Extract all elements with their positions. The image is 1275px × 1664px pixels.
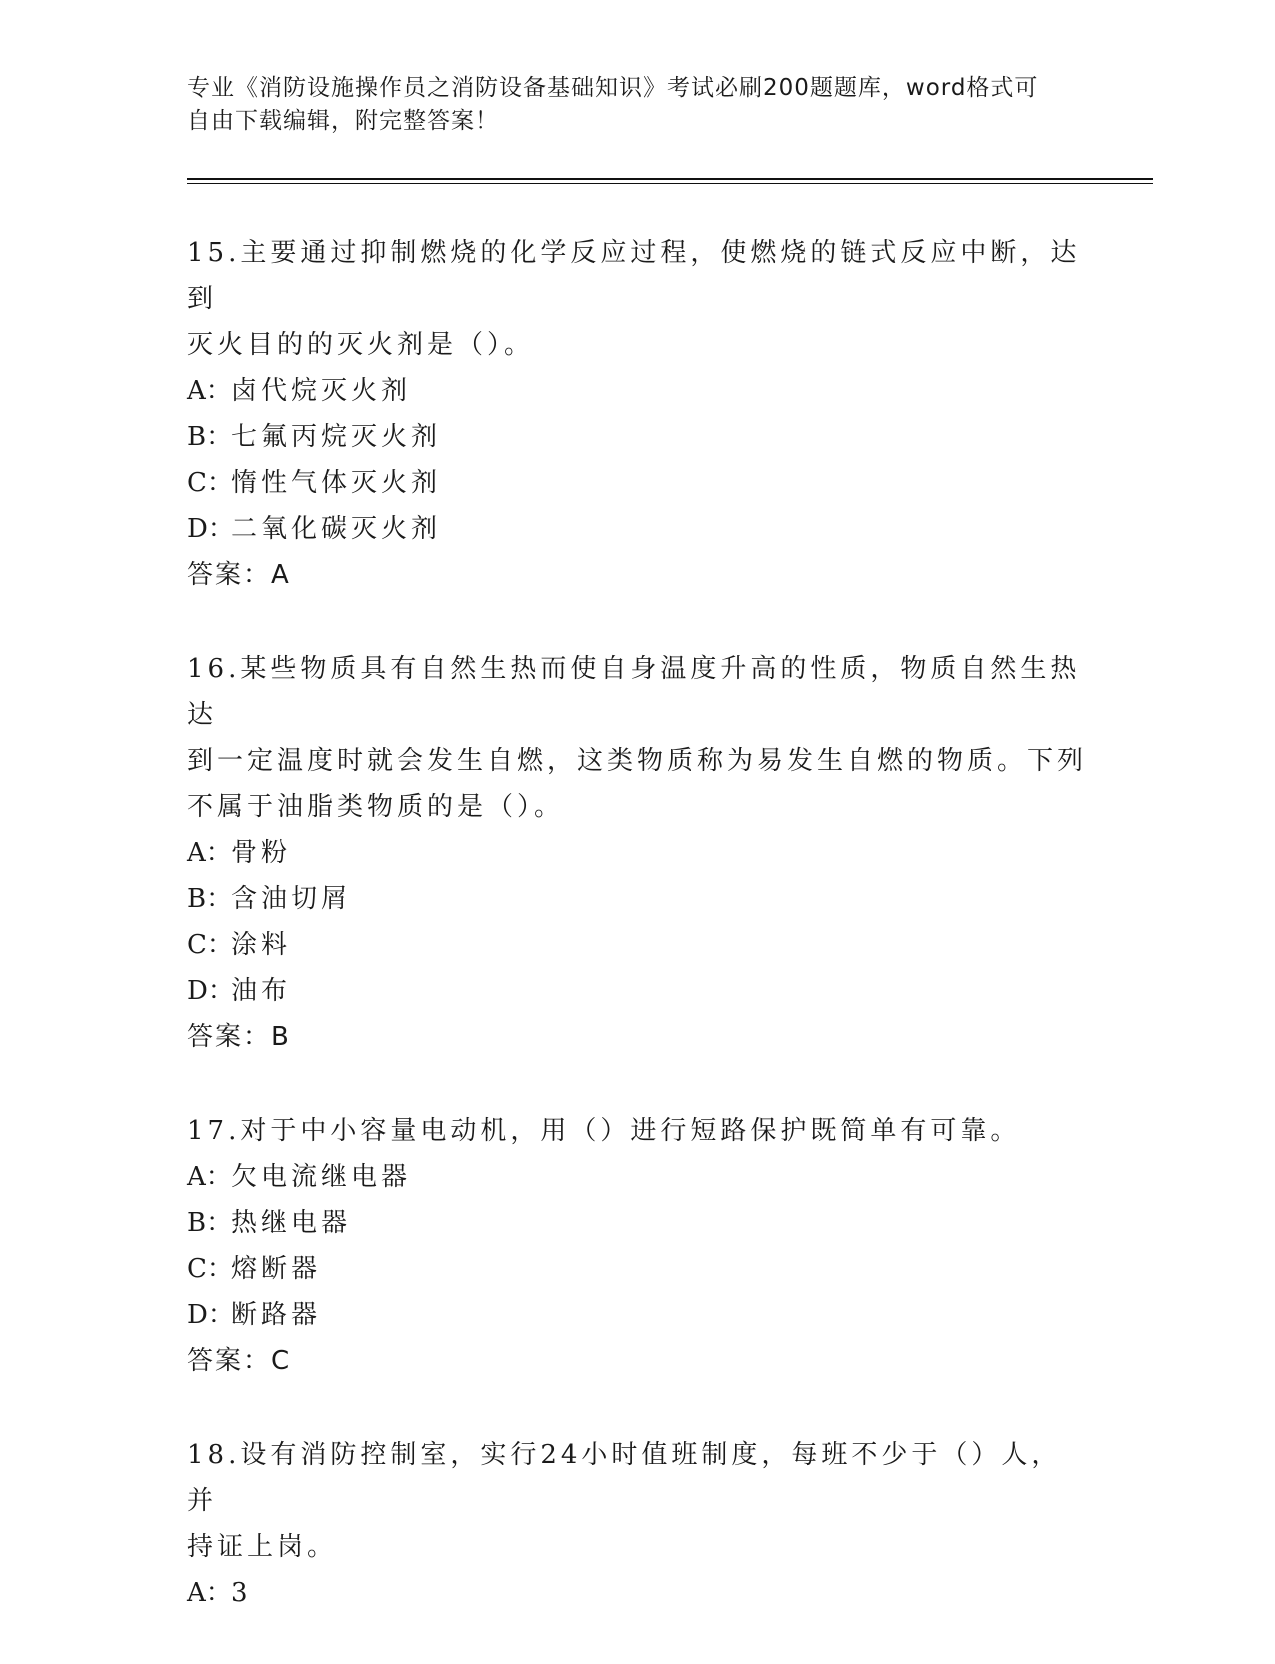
option-letter: B： (187, 422, 233, 452)
document-header (187, 72, 1087, 138)
option-text: 惰性气体灭火剂 (231, 468, 442, 498)
option-letter: D： (187, 976, 234, 1006)
header-divider-thin (187, 183, 1153, 184)
option-letter: B： (187, 1208, 233, 1238)
option-b (187, 876, 1087, 922)
option-d (187, 506, 1087, 552)
option-text: 欠电流继电器 (231, 1162, 412, 1192)
stem-line: 17.对于中小容量电动机，用（）进行短路保护既简单有可靠。 (187, 1116, 1021, 1146)
answer-line: 答案：C (187, 1346, 292, 1376)
option-text: 3 (231, 1578, 252, 1608)
option-d (187, 968, 1087, 1014)
option-text: 断路器 (231, 1300, 322, 1330)
stem-line: 18.设有消防控制室，实行24小时值班制度，每班不少于（）人，并 (187, 1440, 1062, 1516)
stem-line: 到一定温度时就会发生自燃，这类物质称为易发生自燃的物质。下列 (187, 746, 1088, 776)
option-letter: C： (187, 930, 233, 960)
option-letter: D： (187, 514, 234, 544)
option-letter: A： (187, 1578, 232, 1608)
answer-line: 答案：A (187, 560, 291, 590)
stem-line: 持证上岗。 (187, 1532, 338, 1562)
option-c (187, 922, 1087, 968)
option-letter: A： (187, 376, 232, 406)
question-17 (187, 1108, 1087, 1384)
option-a (187, 1570, 1087, 1616)
option-letter: A： (187, 1162, 232, 1192)
stem-line: 不属于油脂类物质的是（）。 (187, 792, 565, 822)
option-letter: A： (187, 838, 232, 868)
answer-line: 答案：B (187, 1022, 291, 1052)
option-a (187, 368, 1087, 414)
option-text: 涂料 (231, 930, 292, 960)
option-b (187, 1200, 1087, 1246)
question-15 (187, 230, 1087, 598)
header-line-2: 自由下载编辑，附完整答案！ (187, 108, 499, 134)
option-text: 二氧化碳灭火剂 (231, 514, 442, 544)
stem-line: 15.主要通过抑制燃烧的化学反应过程，使燃烧的链式反应中断，达到 (187, 238, 1081, 314)
header-line-1: 专业《消防设施操作员之消防设备基础知识》考试必刷200题题库，word格式可 (187, 75, 1039, 101)
option-c (187, 460, 1087, 506)
option-a (187, 830, 1087, 876)
option-letter: C： (187, 1254, 233, 1284)
option-text: 热继电器 (231, 1208, 352, 1238)
question-stem (187, 230, 1087, 368)
question-stem (187, 1108, 1087, 1154)
option-text: 七氟丙烷灭火剂 (231, 422, 442, 452)
option-letter: B： (187, 884, 233, 914)
option-text: 油布 (231, 976, 292, 1006)
option-letter: D： (187, 1300, 234, 1330)
option-d (187, 1292, 1087, 1338)
stem-line: 灭火目的的灭火剂是（）。 (187, 330, 535, 360)
option-a (187, 1154, 1087, 1200)
option-b (187, 414, 1087, 460)
option-text: 卤代烷灭火剂 (231, 376, 412, 406)
stem-line: 16.某些物质具有自然生热而使自身温度升高的性质，物质自然生热达 (187, 654, 1081, 730)
question-stem (187, 646, 1087, 830)
question-stem (187, 1432, 1087, 1570)
question-16 (187, 646, 1087, 1060)
option-text: 含油切屑 (231, 884, 352, 914)
option-letter: C： (187, 468, 233, 498)
question-list (187, 230, 1087, 1664)
option-c (187, 1246, 1087, 1292)
option-text: 骨粉 (231, 838, 292, 868)
question-18 (187, 1432, 1087, 1616)
option-text: 熔断器 (231, 1254, 322, 1284)
header-divider-thick (187, 178, 1153, 180)
